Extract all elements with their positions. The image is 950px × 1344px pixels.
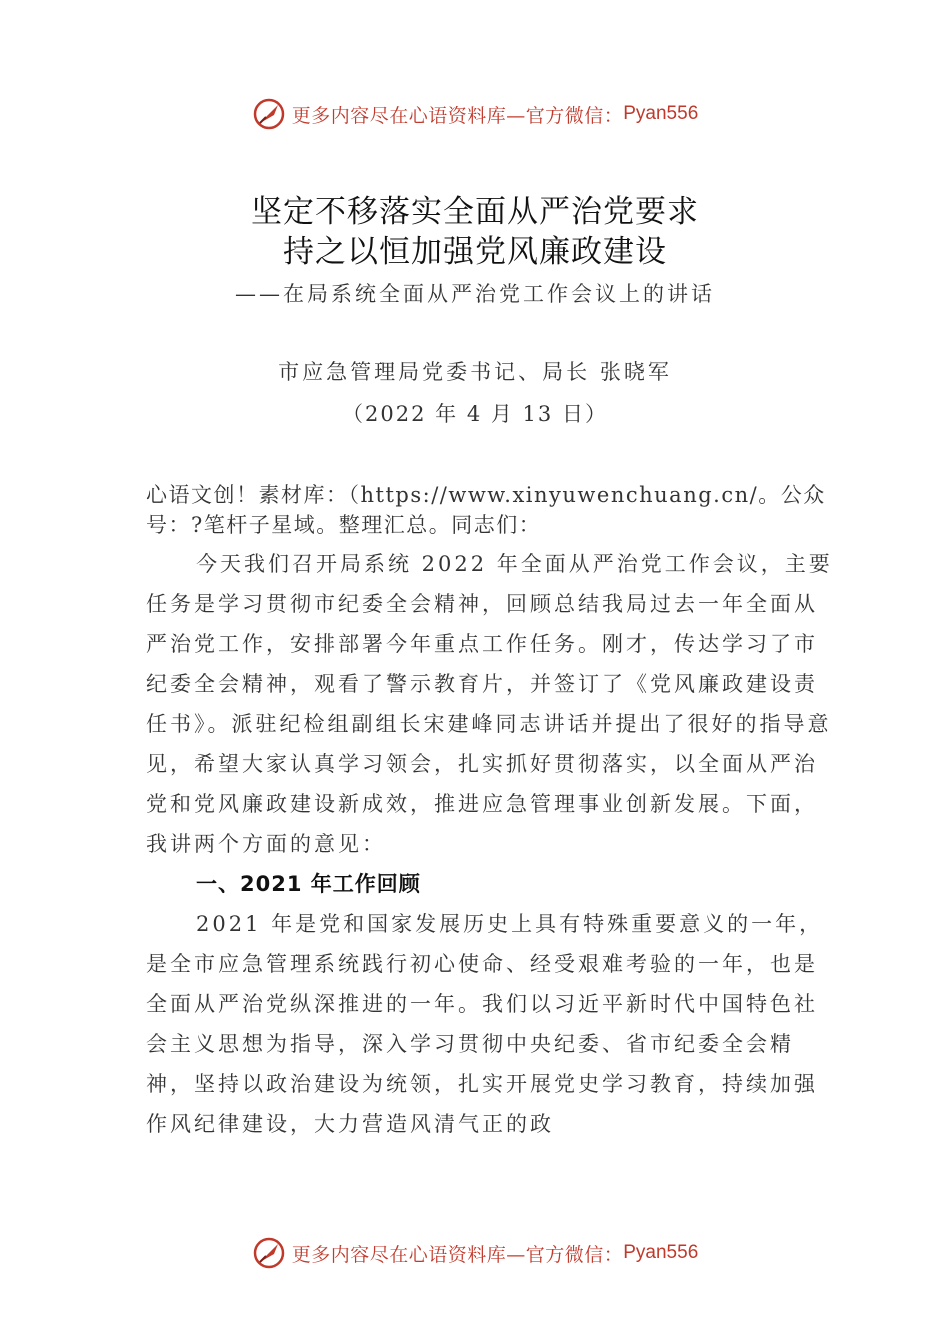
paragraph-2: 2021 年是党和国家发展历史上具有特殊重要意义的一年，是全市应急管理系统践行初心使命、经受艰难考验的一年，也是全面从严治党纵深推进的一年。我们以习近平新时代中国特色社会主义思想为指导，深入学习贯彻中央纪委、省市纪委全会精神，坚持以政治建设为统领，扎实开展党史学习教育，持续加强作风纪律建设，大力营造风清气正的政 (146, 912, 824, 1136)
quill-logo-icon (252, 1236, 286, 1270)
title-line-1: 坚定不移落实全面从严治党要求 (251, 194, 699, 230)
section-heading-1: 一、2021 年工作回顾 (196, 872, 421, 896)
document-body (146, 480, 836, 1144)
paragraph-1: 今天我们召开局系统 2022 年全面从严治党工作会议，主要任务是学习贯彻市纪委全会精神，回顾总结我局过去一年全面从严治党工作，安排部署今年重点工作任务。刚才，传达学习了市纪委全会精神，观看了警示教育片，并签订了《党风廉政建设责任书》。派驻纪检组副组长宋建峰同志讲话并提出了很好的指导意见，希望大家认真学习领会，扎实抓好贯彻落实，以全面从严治党和党风廉政建设新成效，推进应急管理事业创新发展。下面，我讲两个方面的意见： (146, 552, 833, 856)
intro-paragraph: 心语文创！素材库：（https://www.xinyuwenchuang.cn/。公众号：?笔杆子星域。整理汇总。同志们： (146, 483, 826, 537)
banner-text: 更多内容尽在心语资料库—官方微信： (291, 104, 624, 127)
date-line: （2022 年 4 月 13 日） (342, 402, 608, 426)
title-line-2: 持之以恒加强党风廉政建设 (283, 234, 667, 270)
header-banner (0, 94, 950, 134)
banner-wechat-id: Pyan556 (623, 103, 699, 124)
quill-logo-icon (252, 97, 286, 131)
author-line: 市应急管理局党委书记、局长 张晓军 (278, 360, 672, 384)
subtitle: ——在局系统全面从严治党工作会议上的讲话 (235, 282, 715, 306)
banner-text: 更多内容尽在心语资料库—官方微信： (291, 1243, 624, 1266)
banner-wechat-id: Pyan556 (623, 1242, 699, 1263)
footer-banner (0, 1233, 950, 1273)
